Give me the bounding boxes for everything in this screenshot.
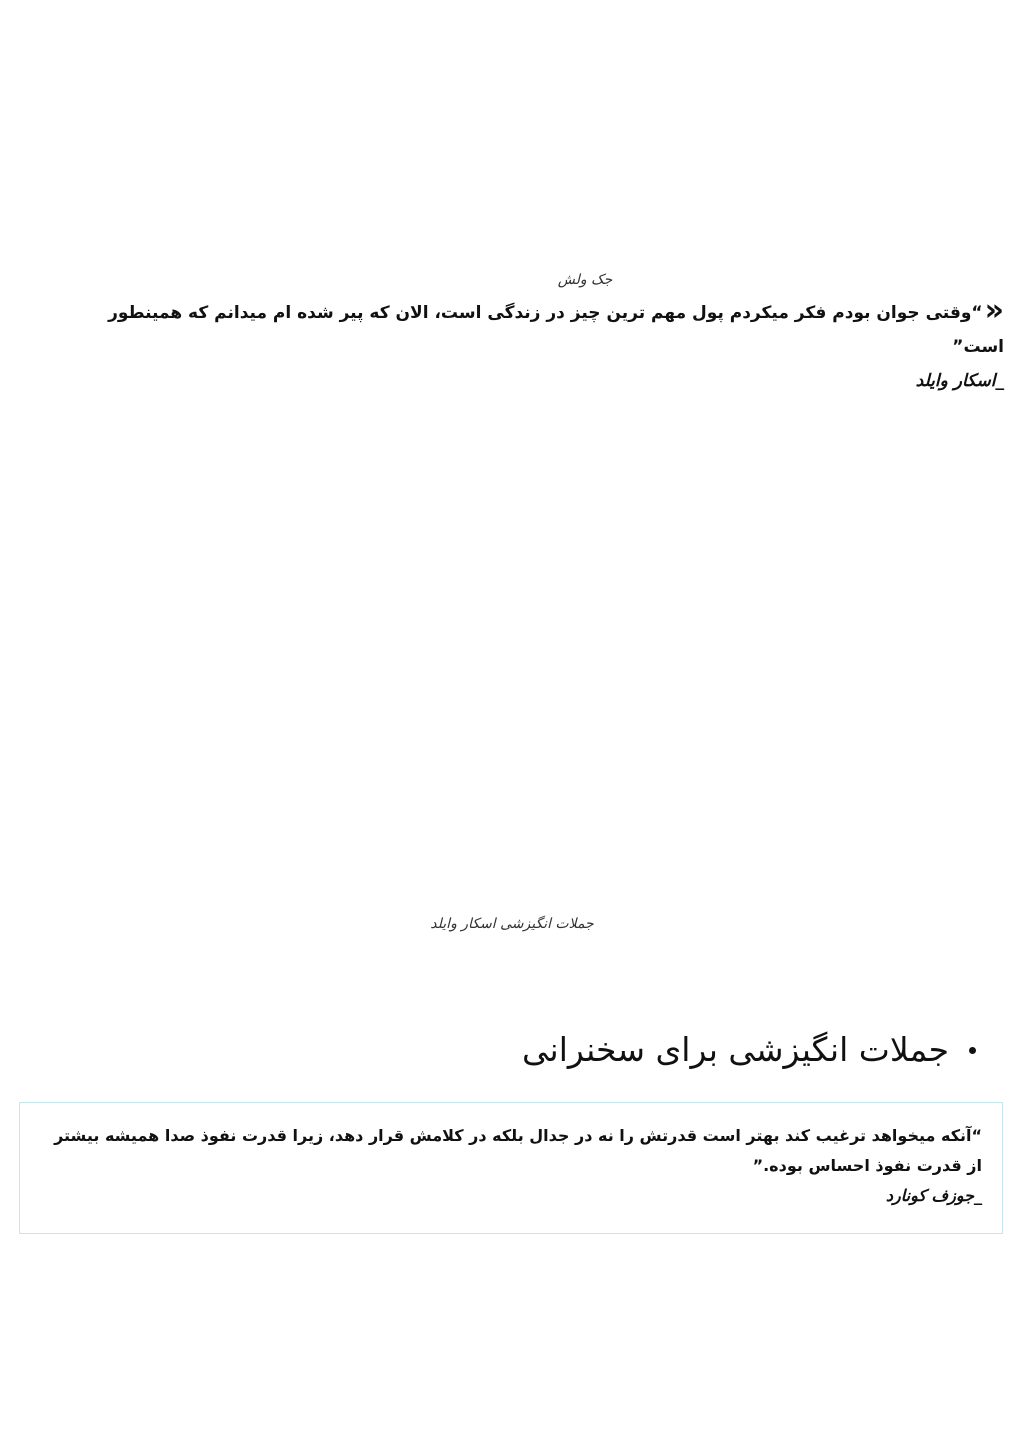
quote-icon: « bbox=[984, 293, 1004, 328]
blockquote-joseph-conrad bbox=[19, 1102, 1003, 1234]
section-heading: جملات انگیزشی برای سخنرانی bbox=[522, 1030, 949, 1069]
image-caption-jack-welch: جک ولش bbox=[557, 272, 613, 288]
quote-text: “وقتی جوان بودم فکر میکردم پول مهم ترین چیز در زندگی است، الان که پیر شده ام میدانم که همینطور است” bbox=[108, 303, 1004, 357]
section-heading-row bbox=[522, 1024, 976, 1076]
bullet-icon bbox=[969, 1047, 976, 1054]
quote-author: _جوزف کونارد bbox=[885, 1186, 982, 1205]
quote-text: “آنکه میخواهد ترغیب کند بهتر است قدرتش را نه در جدال بلکه در کلامش قرار دهد، زیرا قدرت نفوذ صدا همیشه بیشتر از قدرت نفوذ احساس بوده.” bbox=[54, 1126, 982, 1175]
image-caption-oscar-wilde: جملات انگیزشی اسکار وایلد bbox=[430, 916, 594, 932]
blockquote-oscar-wilde bbox=[74, 293, 1004, 398]
quote-author: _اسکار وایلد bbox=[915, 371, 1004, 391]
